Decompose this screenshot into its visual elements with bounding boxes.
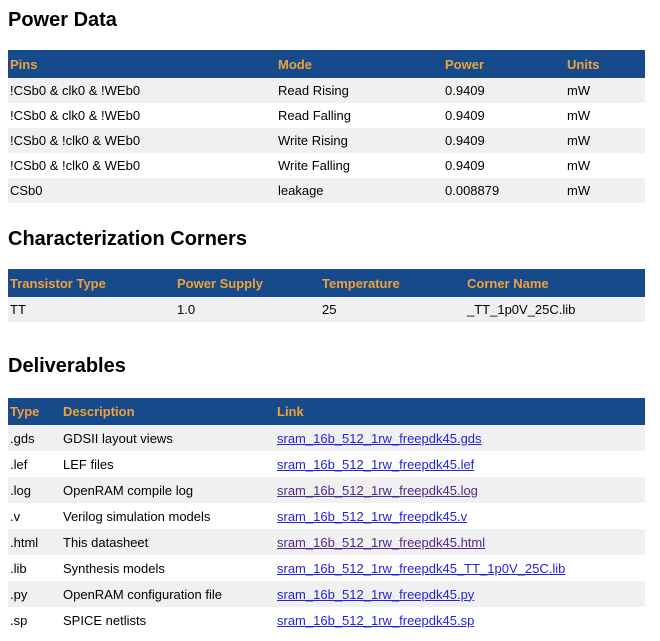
mode-cell: Read Rising [278, 83, 349, 98]
table-row [8, 425, 645, 451]
table-row [8, 581, 645, 607]
power-table-header-row [8, 50, 645, 78]
characterization-corners-heading: Characterization Corners [8, 228, 247, 250]
temperature-cell: 25 [322, 302, 337, 317]
power-data-heading: Power Data [8, 9, 117, 31]
pins-cell: !CSb0 & clk0 & !WEb0 [10, 83, 141, 98]
deliverable-link-gds[interactable]: sram_16b_512_1rw_freepdk45.gds [277, 430, 482, 446]
description-cell: OpenRAM compile log [63, 482, 194, 498]
table-row [8, 178, 645, 203]
units-cell: mW [567, 83, 591, 98]
column-header-description: Description [61, 398, 275, 425]
table-row [8, 103, 645, 128]
table-row [8, 451, 645, 477]
type-cell: .gds [10, 430, 35, 446]
type-cell: .py [10, 586, 28, 602]
column-header-type: Type [8, 398, 61, 425]
type-cell: .lib [10, 560, 27, 576]
description-cell: This datasheet [63, 534, 149, 550]
power-cell: 0.008879 [445, 183, 500, 198]
table-row [8, 78, 645, 103]
units-cell: mW [567, 133, 591, 148]
table-row [8, 297, 645, 322]
table-row [8, 153, 645, 178]
column-header-transistor-type: Transistor Type [8, 269, 175, 297]
deliverable-link-lib[interactable]: sram_16b_512_1rw_freepdk45_TT_1p0V_25C.lib [277, 560, 566, 576]
table-row [8, 529, 645, 555]
characterization-corners-table [8, 269, 645, 322]
pins-cell: !CSb0 & !clk0 & WEb0 [10, 133, 141, 148]
link-cell [275, 503, 645, 529]
deliverable-link-lef[interactable]: sram_16b_512_1rw_freepdk45.lef [277, 456, 475, 472]
deliverable-link-v[interactable]: sram_16b_512_1rw_freepdk45.v [277, 508, 468, 524]
deliverables-table-header-row [8, 398, 645, 425]
type-cell: .lef [10, 456, 28, 472]
pins-cell: !CSb0 & clk0 & !WEb0 [10, 108, 141, 123]
mode-cell: leakage [278, 183, 324, 198]
power-cell: 0.9409 [445, 133, 485, 148]
type-cell: .v [10, 508, 21, 524]
deliverables-heading: Deliverables [8, 355, 126, 377]
corners-table-header-row [8, 269, 645, 297]
type-cell: .log [10, 482, 31, 498]
units-cell: mW [567, 108, 591, 123]
units-cell: mW [567, 158, 591, 173]
pins-cell: !CSb0 & !clk0 & WEb0 [10, 158, 141, 173]
deliverables-table [8, 398, 645, 633]
table-row [8, 503, 645, 529]
link-cell [275, 451, 645, 477]
description-cell: Synthesis models [63, 560, 165, 576]
column-header-temperature: Temperature [320, 269, 465, 297]
description-cell: Verilog simulation models [63, 508, 211, 524]
column-header-power-supply: Power Supply [175, 269, 320, 297]
column-header-mode: Mode [276, 50, 443, 78]
units-cell: mW [567, 183, 591, 198]
link-cell [275, 607, 645, 633]
datasheet-page [8, 10, 645, 633]
deliverable-link-sp[interactable]: sram_16b_512_1rw_freepdk45.sp [277, 612, 475, 628]
column-header-units: Units [565, 50, 645, 78]
power-cell: 0.9409 [445, 108, 485, 123]
pins-cell: CSb0 [10, 183, 43, 198]
deliverable-link-html[interactable]: sram_16b_512_1rw_freepdk45.html [277, 534, 486, 550]
column-header-corner-name: Corner Name [465, 269, 645, 297]
type-cell: .sp [10, 612, 28, 628]
link-cell [275, 555, 645, 581]
power-data-table [8, 50, 645, 203]
column-header-link: Link [275, 398, 645, 425]
description-cell: SPICE netlists [63, 612, 147, 628]
mode-cell: Write Rising [278, 133, 348, 148]
corner-name-cell: _TT_1p0V_25C.lib [467, 302, 576, 317]
table-row [8, 477, 645, 503]
table-row [8, 555, 645, 581]
column-header-power: Power [443, 50, 565, 78]
deliverable-link-log[interactable]: sram_16b_512_1rw_freepdk45.log [277, 482, 478, 498]
table-row [8, 128, 645, 153]
mode-cell: Write Falling [278, 158, 351, 173]
type-cell: .html [10, 534, 39, 550]
link-cell [275, 425, 645, 451]
table-row [8, 607, 645, 633]
power-cell: 0.9409 [445, 83, 485, 98]
power-cell: 0.9409 [445, 158, 485, 173]
description-cell: GDSII layout views [63, 430, 173, 446]
description-cell: OpenRAM configuration file [63, 586, 222, 602]
column-header-pins: Pins [8, 50, 276, 78]
link-cell [275, 529, 645, 555]
transistor-type-cell: TT [10, 302, 26, 317]
description-cell: LEF files [63, 456, 114, 472]
mode-cell: Read Falling [278, 108, 351, 123]
link-cell [275, 581, 645, 607]
deliverable-link-py[interactable]: sram_16b_512_1rw_freepdk45.py [277, 586, 475, 602]
link-cell [275, 477, 645, 503]
power-supply-cell: 1.0 [177, 302, 196, 317]
